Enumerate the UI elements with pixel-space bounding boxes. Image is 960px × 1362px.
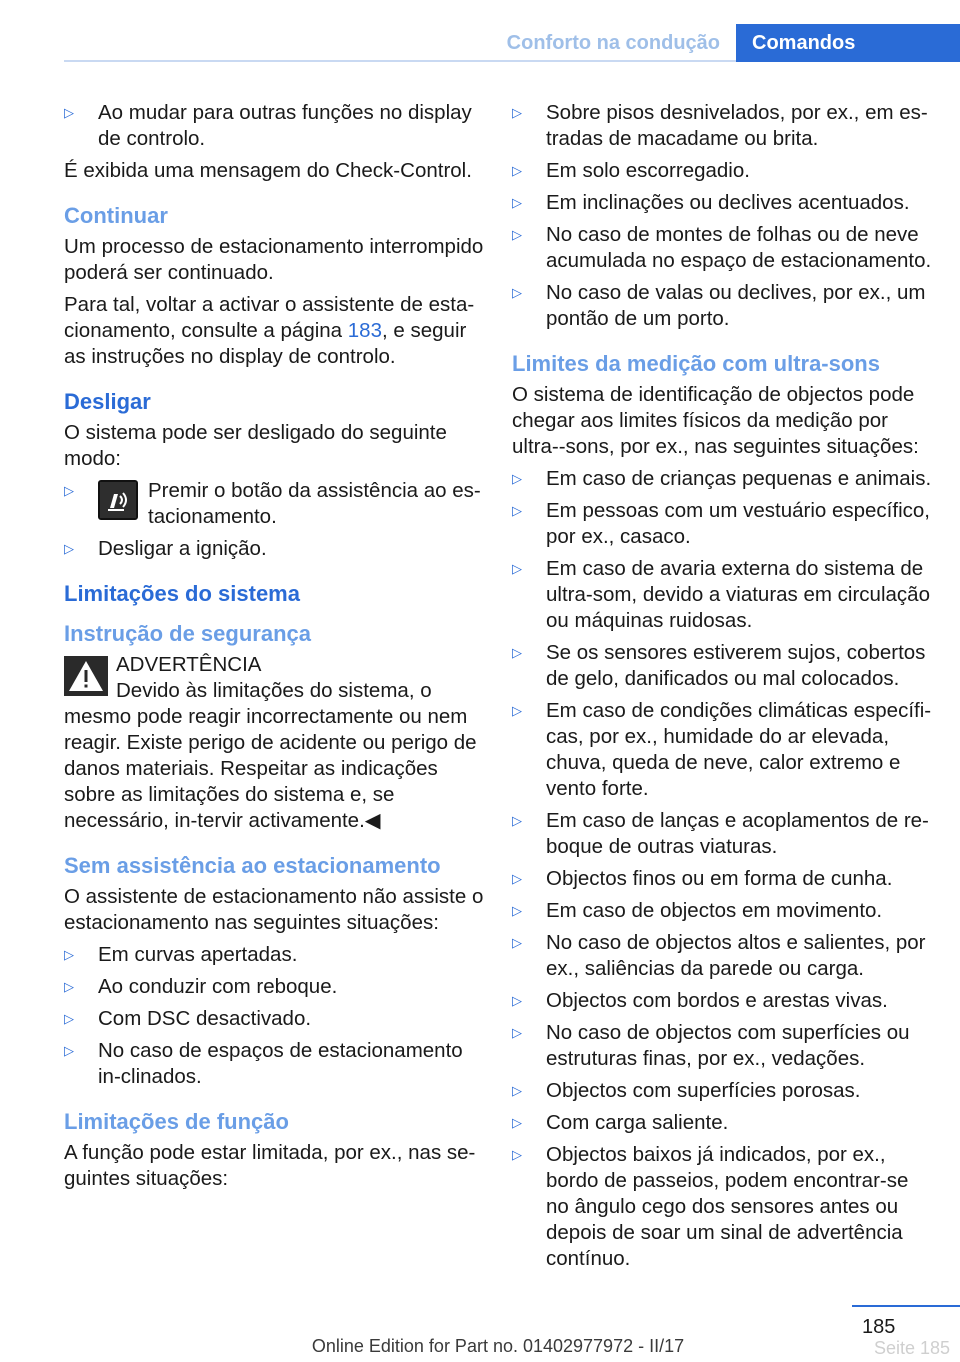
- list-item-text: No caso de objectos altos e salientes, por ex., saliências da parede ou carga.: [546, 931, 926, 980]
- paragraph: É exibida uma mensagem do Check-Control.: [64, 159, 472, 182]
- list-item: [512, 498, 932, 550]
- list-item: [512, 866, 932, 892]
- list-item: [64, 1006, 484, 1032]
- bullet-icon: ▷: [512, 703, 522, 718]
- list-item-text: No caso de espaços de estacionamento in-clinados.: [98, 1039, 463, 1088]
- list-item: [64, 100, 484, 152]
- list-item: [512, 1142, 932, 1272]
- bullet-icon: ▷: [512, 285, 522, 300]
- bullet-icon: ▷: [512, 935, 522, 950]
- bullet-icon: ▷: [512, 561, 522, 576]
- list-item: [512, 466, 932, 492]
- list-item-text: Em caso de condições climáticas específi-cas, por ex., humidade do ar elevada, chuva, queda de neve, calor extremo e vento forte.: [546, 699, 932, 800]
- list-item-text: Se os sensores estiverem sujos, cobertos de gelo, danificados ou mal colocados.: [546, 641, 926, 690]
- bullet-icon: ▷: [512, 903, 522, 918]
- page-link[interactable]: 183: [347, 319, 382, 342]
- list-item: [64, 942, 484, 968]
- list-item-text: Em curvas apertadas.: [98, 943, 298, 966]
- heading-limitacoes-funcao: Limitações de função: [64, 1109, 289, 1134]
- list-item-text: Objectos com superfícies porosas.: [546, 1079, 861, 1102]
- list-item-text: Objectos baixos já indicados, por ex., bordo de passeios, podem encontrar-se no ângulo cego dos sensores antes ou depois de soar um sinal de advertência contínuo.: [546, 1143, 909, 1270]
- heading-limitacoes: Limitações do sistema: [64, 581, 300, 606]
- list-item-text: Em inclinações ou declives acentuados.: [546, 191, 910, 214]
- section-title: Conforto na condução: [506, 32, 720, 54]
- bullet-icon: ▷: [512, 1115, 522, 1130]
- list-item: [512, 222, 932, 274]
- right-column: [512, 100, 932, 1278]
- warning-title: ADVERTÊNCIA: [116, 653, 262, 676]
- edition-footer: Online Edition for Part no. 01402977972 - II/17: [311, 1336, 685, 1356]
- bullet-icon: ▷: [512, 993, 522, 1008]
- list-item-text: Sobre pisos desnivelados, por ex., em es-tradas de macadame ou brita.: [546, 101, 928, 150]
- list-item-text: Em caso de avaria externa do sistema de ultra-som, devido a viaturas em circulação ou máquinas ruidosas.: [546, 557, 930, 632]
- list-item: [512, 556, 932, 634]
- list-item-text: Ao conduzir com reboque.: [98, 975, 338, 998]
- paragraph: O assistente de estacionamento não assiste o estacionamento nas seguintes situações:: [64, 885, 484, 934]
- list-item-text: Desligar a ignição.: [98, 537, 267, 560]
- list-item: [512, 640, 932, 692]
- bullet-icon: ▷: [512, 645, 522, 660]
- bullet-icon: ▷: [512, 163, 522, 178]
- bullet-icon: ▷: [512, 1147, 522, 1162]
- list-item: [512, 1078, 932, 1104]
- bullet-icon: ▷: [64, 105, 74, 120]
- bullet-icon: ▷: [512, 813, 522, 828]
- list-item-text: Ao mudar para outras funções no display de controlo.: [98, 101, 472, 150]
- list-item-text: Com DSC desactivado.: [98, 1007, 312, 1030]
- list-item: [64, 536, 484, 562]
- heading-instrucao: Instrução de segurança: [64, 621, 311, 646]
- warning-block: [64, 652, 484, 834]
- list-item: [512, 698, 932, 802]
- warning-icon: [64, 656, 108, 696]
- page-header: [0, 0, 960, 62]
- list-item: [64, 1038, 484, 1090]
- list-item: [64, 974, 484, 1000]
- bullet-icon: ▷: [512, 227, 522, 242]
- list-item-text: Premir o botão da assistência ao es-tacionamento.: [148, 479, 481, 528]
- bullet-icon: ▷: [64, 979, 74, 994]
- list-item-text: Objectos com bordos e arestas vivas.: [546, 989, 888, 1012]
- bullet-icon: ▷: [64, 1011, 74, 1026]
- heading-continuar: Continuar: [64, 203, 168, 228]
- list-item: [512, 808, 932, 860]
- paragraph: A função pode estar limitada, por ex., nas se-guintes situações:: [64, 1141, 476, 1190]
- warning-body: Devido às limitações do sistema, o mesmo pode reagir incorrectamente ou nem reagir. Existe perigo de acidente ou perigo de danos materiais. Respeitar as indicações sobre as limitações do sistema e, se necessário, in-tervir activamente.◀: [64, 679, 477, 832]
- bullet-icon: ▷: [512, 871, 522, 886]
- bullet-icon: ▷: [512, 1025, 522, 1040]
- list-item: [512, 898, 932, 924]
- heading-ultra-sons: Limites da medição com ultra-sons: [512, 351, 880, 376]
- list-item: [512, 988, 932, 1014]
- paragraph: O sistema de identificação de objectos pode chegar aos limites físicos da medição por ultra--sons, por ex., nas seguintes situações:: [512, 383, 919, 458]
- left-column: [64, 100, 484, 1198]
- list-item: [512, 930, 932, 982]
- paragraph: [64, 292, 484, 370]
- paragraph: O sistema pode ser desligado do seguinte modo:: [64, 421, 447, 470]
- list-item: [512, 1110, 932, 1136]
- page-number-rule: [852, 1305, 960, 1307]
- bullet-icon: ▷: [512, 471, 522, 486]
- header-rule: [64, 60, 736, 62]
- bullet-icon: ▷: [512, 503, 522, 518]
- list-item: [512, 158, 932, 184]
- bullet-icon: ▷: [64, 1043, 74, 1058]
- bullet-icon: ▷: [64, 483, 74, 498]
- chapter-tab: Comandos: [736, 24, 960, 62]
- list-item-text: Com carga saliente.: [546, 1111, 729, 1134]
- bullet-icon: ▷: [512, 195, 522, 210]
- list-item: [512, 190, 932, 216]
- list-item-text: Em solo escorregadio.: [546, 159, 750, 182]
- list-item-text: Objectos finos ou em forma de cunha.: [546, 867, 893, 890]
- bullet-icon: ▷: [512, 105, 522, 120]
- list-item: [512, 100, 932, 152]
- heading-desligar: Desligar: [64, 389, 151, 414]
- list-item-text: Em caso de lanças e acoplamentos de re-boque de outras viaturas.: [546, 809, 929, 858]
- list-item-text: Em caso de objectos em movimento.: [546, 899, 883, 922]
- text: Para tal, voltar a activar o assistente de esta-cionamento, consulte a página: [64, 293, 475, 342]
- page-number: 185: [862, 1316, 896, 1338]
- list-item: [512, 1020, 932, 1072]
- list-item-text: Em caso de crianças pequenas e animais.: [546, 467, 932, 490]
- list-item-text: No caso de montes de folhas ou de neve acumulada no espaço de estacionamento.: [546, 223, 932, 272]
- bullet-icon: ▷: [64, 541, 74, 556]
- heading-sem-assistencia: Sem assistência ao estacionamento: [64, 853, 441, 878]
- list-item: [512, 280, 932, 332]
- list-item-text: No caso de valas ou declives, por ex., um pontão de um porto.: [546, 281, 926, 330]
- park-assist-button-icon: [98, 480, 138, 520]
- list-item-text: Em pessoas com um vestuário específico, por ex., casaco.: [546, 499, 930, 548]
- text: , e seguir as instruções no display de controlo.: [64, 319, 467, 368]
- paragraph: Um processo de estacionamento interrompido poderá ser continuado.: [64, 235, 484, 284]
- watermark: Seite 185: [873, 1338, 950, 1358]
- list-item-text: No caso de objectos com superfícies ou estruturas finas, por ex., vedações.: [546, 1021, 910, 1070]
- bullet-icon: ▷: [64, 947, 74, 962]
- list-item: [64, 478, 484, 530]
- bullet-icon: ▷: [512, 1083, 522, 1098]
